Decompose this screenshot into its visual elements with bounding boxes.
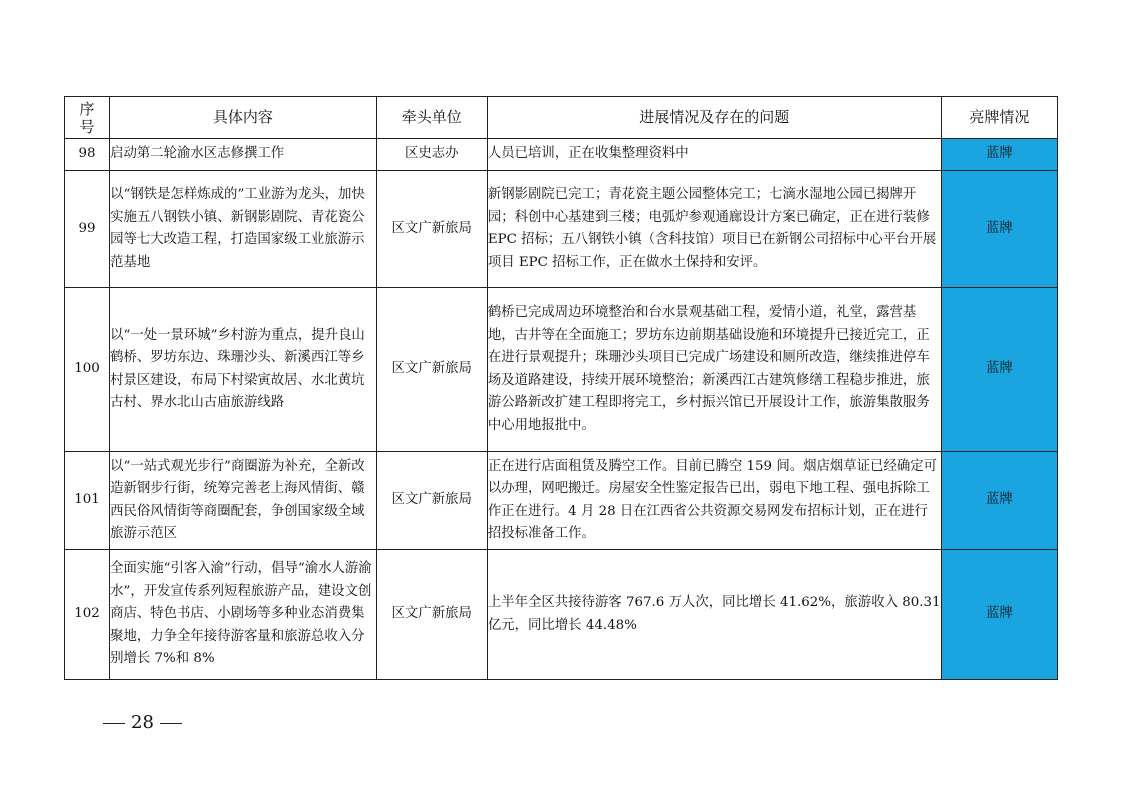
row-index: 99 — [65, 171, 110, 288]
left-dash — [103, 723, 125, 724]
header-status: 亮牌情况 — [941, 97, 1057, 139]
row-lead-unit: 区文广新旅局 — [376, 550, 487, 680]
table-row — [65, 452, 1058, 550]
table-row — [65, 139, 1058, 171]
row-content: 以“一处一景环城”乡村游为重点，提升良山鹤桥、罗坊东边、珠珊沙头、新溪西江等乡村景区建设，布局下村梁寅故居、水北黄坑古村、界水北山古庙旅游线路 — [110, 288, 377, 452]
row-content: 以“钢铁是怎样炼成的”工业游为龙头，加快实施五八钢铁小镇、新钢影剧院、青花瓷公园等七大改造工程，打造国家级工业旅游示范基地 — [110, 171, 377, 288]
row-progress: 鹤桥已完成周边环境整治和台水景观基础工程，爱情小道，礼堂，露营基地，古井等在全面施工；罗坊东边前期基础设施和环境提升已接近完工，正在进行景观提升；珠珊沙头项目已完成广场建设和厕所改造，继续推进停车场及道路建设，持续开展环境整治；新溪西江古建筑修缮工程稳步推进，旅游公路新改扩建工程即将完工，乡村振兴馆已开展设计工作，旅游集散服务中心用地报批中。 — [487, 288, 941, 452]
header-lead-unit: 牵头单位 — [376, 97, 487, 139]
page-number: 28 — [131, 712, 154, 733]
status-badge: 蓝牌 — [941, 288, 1057, 452]
row-content: 以“一站式观光步行”商圈游为补充，全新改造新钢步行街，统筹完善老上海风情街、赣西民俗风情街等商圈配套，争创国家级全域旅游示范区 — [110, 452, 377, 550]
row-index: 100 — [65, 288, 110, 452]
row-progress: 正在进行店面租赁及腾空工作。目前已腾空 159 间。烟店烟草证已经确定可以办理，网吧搬迁。房屋安全性鉴定报告已出，弱电下地工程、强电拆除工作正在进行。4 月 28 日在江西省公共资源交易网发布招标计划，正在进行招投标准备工作。 — [487, 452, 941, 550]
row-index: 101 — [65, 452, 110, 550]
row-progress: 人员已培训，正在收集整理资料中 — [487, 139, 941, 171]
right-dash — [160, 723, 182, 724]
table-row — [65, 288, 1058, 452]
row-lead-unit: 区文广新旅局 — [376, 452, 487, 550]
row-content: 启动第二轮渝水区志修撰工作 — [110, 139, 377, 171]
header-progress: 进展情况及存在的问题 — [487, 97, 941, 139]
table-row — [65, 550, 1058, 680]
table-header-row — [65, 97, 1058, 139]
page-footer — [97, 712, 188, 733]
row-lead-unit: 区文广新旅局 — [376, 288, 487, 452]
status-badge: 蓝牌 — [941, 550, 1057, 680]
status-badge: 蓝牌 — [941, 139, 1057, 171]
row-index: 102 — [65, 550, 110, 680]
row-index: 98 — [65, 139, 110, 171]
row-progress: 新钢影剧院已完工；青花瓷主题公园整体完工；七滴水湿地公园已揭牌开园；科创中心基建到三楼；电弧炉参观通廊设计方案已确定，正在进行装修 EPC 招标；五八钢铁小镇（含科技馆）项目已在新钢公司招标中心平台开展项目 EPC 招标工作，正在做水土保持和安评。 — [487, 171, 941, 288]
row-lead-unit: 区文广新旅局 — [376, 171, 487, 288]
progress-table — [64, 96, 1058, 680]
header-index: 序 号 — [65, 97, 110, 139]
status-badge: 蓝牌 — [941, 452, 1057, 550]
row-content: 全面实施“引客入渝”行动，倡导“渝水人游渝水”，开发宣传系列短程旅游产品，建设文创商店、特色书店、小剧场等多种业态消费集聚地，力争全年接待游客量和旅游总收入分别增长 7%和 8% — [110, 550, 377, 680]
status-badge: 蓝牌 — [941, 171, 1057, 288]
table-row — [65, 171, 1058, 288]
row-lead-unit: 区史志办 — [376, 139, 487, 171]
row-progress: 上半年全区共接待游客 767.6 万人次，同比增长 41.62%，旅游收入 80.31 亿元，同比增长 44.48% — [487, 550, 941, 680]
header-content: 具体内容 — [110, 97, 377, 139]
